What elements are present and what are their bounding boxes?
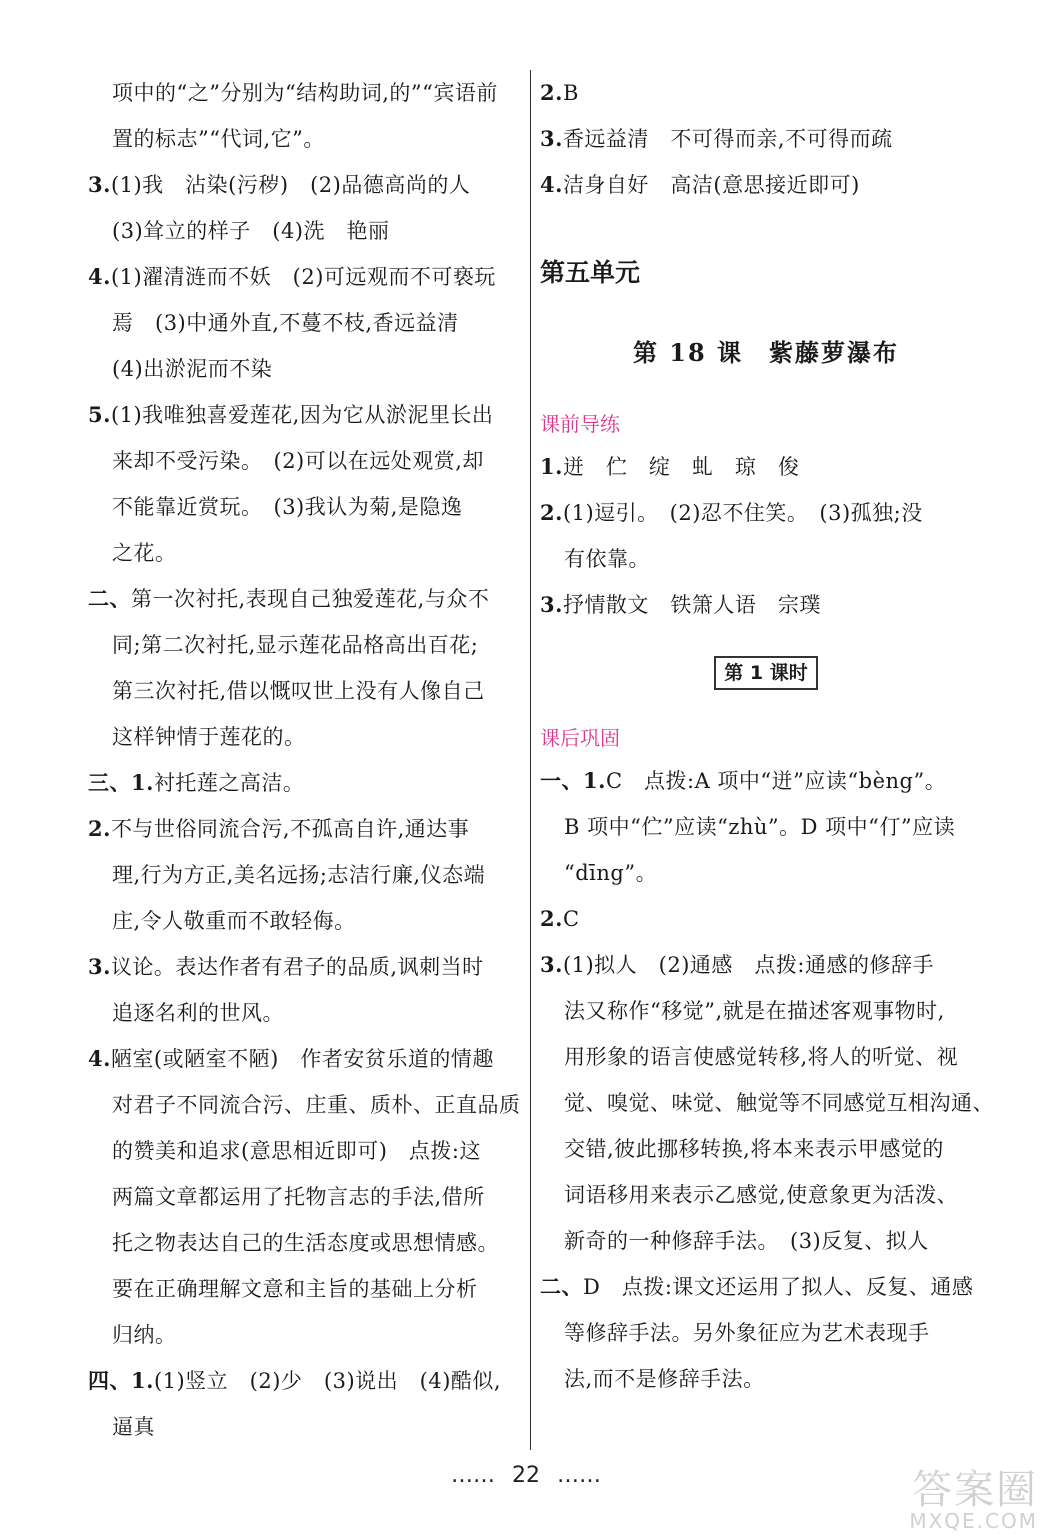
answer-line — [88, 806, 520, 852]
answer-text: 第一次衬托,表现自己独爱莲花,与众不 — [131, 587, 490, 611]
section-after-class: 课后巩固 — [540, 726, 620, 750]
answer-text: D 点拨:课文还运用了拟人、反复、通感 — [583, 1275, 974, 1299]
answer-line — [88, 1174, 520, 1220]
answer-text: 等修辞手法。另外象征应为艺术表现手 — [564, 1321, 930, 1345]
answer-text: 托之物表达自己的生活态度或思想情感。 — [112, 1231, 499, 1255]
answer-line — [88, 714, 520, 760]
answer-line — [88, 1220, 520, 1266]
question-number: 3. — [540, 126, 563, 151]
page-dots-right: …… — [557, 1463, 601, 1488]
answer-line — [540, 536, 992, 582]
answer-text: 迸 伫 绽 虬 琼 俊 — [562, 455, 800, 479]
answer-line — [540, 850, 992, 896]
question-number: 3. — [88, 172, 111, 197]
answer-line — [540, 1034, 992, 1080]
answer-line — [88, 760, 520, 806]
answer-line — [540, 444, 992, 490]
answer-text: 庄,令人敬重而不敢轻侮。 — [112, 909, 356, 933]
answer-line — [88, 852, 520, 898]
pre-class-answers — [540, 444, 992, 628]
question-number: 4. — [88, 1046, 111, 1071]
section-pre-class: 课前导练 — [540, 412, 620, 436]
watermark-logo — [848, 1467, 1038, 1533]
answer-text: 来却不受污染。 (2)可以在远处观赏,却 — [112, 449, 484, 473]
answer-text: 追逐名利的世风。 — [112, 1001, 284, 1025]
watermark-text: 答案圈 — [912, 1467, 1038, 1513]
question-number: 2. — [540, 500, 563, 525]
answer-line — [88, 530, 520, 576]
answer-text: 之花。 — [112, 541, 177, 565]
question-number: 2. — [540, 80, 563, 105]
answer-line — [540, 162, 992, 208]
question-number: 5. — [88, 402, 111, 427]
answer-line — [88, 254, 520, 300]
answer-text: 觉、嗅觉、味觉、触觉等不同感觉互相沟通、 — [564, 1091, 994, 1115]
answer-text: “dīng”。 — [564, 861, 658, 885]
question-number: 一、1. — [540, 768, 606, 793]
answer-text: 洁身自好 高洁(意思接近即可) — [562, 173, 860, 197]
question-number: 三、1. — [88, 770, 154, 795]
question-number: 3. — [88, 954, 111, 979]
answer-text: B — [562, 81, 579, 105]
answer-line — [540, 70, 992, 116]
answer-line — [540, 1310, 992, 1356]
answer-line — [88, 300, 520, 346]
answer-line — [540, 804, 992, 850]
answer-line — [88, 1358, 520, 1404]
column-divider — [530, 70, 531, 1450]
answer-text: 香远益清 不可得而亲,不可得而疏 — [562, 127, 893, 151]
lesson-title: 第 18 课 紫藤萝瀑布 — [632, 338, 900, 367]
answer-line — [88, 392, 520, 438]
answer-text: 词语移用来表示乙感觉,使意象更为活泼、 — [564, 1183, 959, 1207]
question-number: 2. — [88, 816, 111, 841]
answer-text: (1)逗引。 (2)忍不住笑。 (3)孤独;没 — [562, 501, 923, 525]
answer-text: B 项中“伫”应读“zhù”。D 项中“仃”应读 — [564, 815, 956, 839]
answer-line — [88, 1036, 520, 1082]
answer-text: 衬托莲之高洁。 — [153, 771, 305, 795]
answer-text: 用形象的语言使感觉转移,将人的听觉、视 — [564, 1045, 959, 1069]
answer-line — [88, 898, 520, 944]
answer-text: 要在正确理解文意和主旨的基础上分析 — [112, 1277, 478, 1301]
answer-line — [88, 70, 520, 116]
answer-text: 置的标志”“代词,它”。 — [112, 127, 325, 151]
watermark-domain: MXQE.COM — [909, 1509, 1038, 1533]
question-number: 四、1. — [88, 1368, 154, 1393]
answer-line — [540, 582, 992, 628]
answer-line — [540, 1172, 992, 1218]
answer-text: (3)耸立的样子 (4)洗 艳丽 — [112, 219, 390, 243]
answer-line — [88, 668, 520, 714]
answer-line — [88, 1312, 520, 1358]
answer-line — [88, 438, 520, 484]
answer-text: 归纳。 — [112, 1323, 177, 1347]
answer-line — [540, 988, 992, 1034]
answer-line — [540, 116, 992, 162]
question-number: 1. — [540, 454, 563, 479]
answer-text: (1)我 沾染(污秽) (2)品德高尚的人 — [110, 173, 471, 197]
right-column — [540, 70, 992, 1402]
answer-text: 项中的“之”分别为“结构助词,的”“宾语前 — [112, 81, 498, 105]
left-column — [88, 70, 520, 1450]
answer-line — [540, 942, 992, 988]
answer-line — [88, 1128, 520, 1174]
answer-text: 议论。表达作者有君子的品质,讽刺当时 — [110, 955, 484, 979]
answer-line — [540, 1126, 992, 1172]
question-number: 3. — [540, 592, 563, 617]
answer-text: 新奇的一种修辞手法。 (3)反复、拟人 — [564, 1229, 929, 1253]
after-class-answers — [540, 758, 992, 1402]
answer-text: 同;第二次衬托,显示莲花品格高出百花; — [112, 633, 479, 657]
answer-text: 逼真 — [112, 1415, 155, 1439]
answer-line — [88, 162, 520, 208]
answer-line — [540, 1218, 992, 1264]
answer-line — [88, 576, 520, 622]
answer-text: 抒情散文 铁箫人语 宗璞 — [562, 593, 821, 617]
answer-line — [88, 622, 520, 668]
question-number: 3. — [540, 952, 563, 977]
answer-line — [88, 944, 520, 990]
answer-text: (1)拟人 (2)通感 点拨:通感的修辞手 — [562, 953, 935, 977]
answer-text: 这样钟情于莲花的。 — [112, 725, 306, 749]
answer-text: 法,而不是修辞手法。 — [564, 1367, 765, 1391]
answer-text: C 点拨:A 项中“迸”应读“bèng”。 — [605, 769, 947, 793]
answer-text: 的赞美和追求(意思相近即可) 点拨:这 — [112, 1139, 481, 1163]
answer-text: 有依靠。 — [564, 547, 650, 571]
answer-line — [88, 1082, 520, 1128]
page-dots-left: …… — [451, 1463, 495, 1488]
unit-title: 第五单元 — [540, 258, 641, 287]
answer-line — [540, 1264, 992, 1310]
answer-text: 理,行为方正,美名远扬;志洁行廉,仪态端 — [112, 863, 486, 887]
answer-text: 焉 (3)中通外直,不蔓不枝,香远益清 — [112, 311, 459, 335]
page-number: 22 — [512, 1463, 540, 1488]
answer-line — [540, 1356, 992, 1402]
question-number: 二、 — [88, 586, 131, 611]
answer-line — [88, 990, 520, 1036]
answer-text: 不能靠近赏玩。 (3)我认为菊,是隐逸 — [112, 495, 463, 519]
answer-line — [540, 758, 992, 804]
answer-text: 对君子不同流合污、庄重、质朴、正直品质 — [112, 1093, 521, 1117]
answer-text: C — [562, 907, 580, 931]
answer-line — [540, 490, 992, 536]
answer-text: 法又称作“移觉”,就是在描述客观事物时, — [564, 999, 945, 1023]
answer-text: 不与世俗同流合污,不孤高自许,通达事 — [110, 817, 470, 841]
question-number: 4. — [540, 172, 563, 197]
question-number: 2. — [540, 906, 563, 931]
answer-line — [88, 208, 520, 254]
answer-text: 陋室(或陋室不陋) 作者安贫乐道的情趣 — [110, 1047, 494, 1071]
answer-line — [88, 1266, 520, 1312]
answer-line — [540, 1080, 992, 1126]
answer-text: 两篇文章都运用了托物言志的手法,借所 — [112, 1185, 485, 1209]
right-top-answers — [540, 70, 992, 208]
question-number: 4. — [88, 264, 111, 289]
answer-line — [88, 346, 520, 392]
answer-text: (4)出淤泥而不染 — [112, 357, 273, 381]
answer-line — [88, 484, 520, 530]
answer-text: (1)我唯独喜爱莲花,因为它从淤泥里长出 — [110, 403, 494, 427]
answer-line — [88, 116, 520, 162]
answer-line — [540, 896, 992, 942]
answer-text: 第三次衬托,借以慨叹世上没有人像自己 — [112, 679, 485, 703]
answer-line — [88, 1404, 520, 1450]
question-number: 二、 — [540, 1274, 583, 1299]
answer-text: (1)濯清涟而不妖 (2)可远观而不可亵玩 — [110, 265, 496, 289]
period-badge: 第 1 课时 — [714, 656, 817, 690]
answer-text: (1)竖立 (2)少 (3)说出 (4)酷似, — [153, 1369, 502, 1393]
answer-text: 交错,彼此挪移转换,将本来表示甲感觉的 — [564, 1137, 944, 1161]
